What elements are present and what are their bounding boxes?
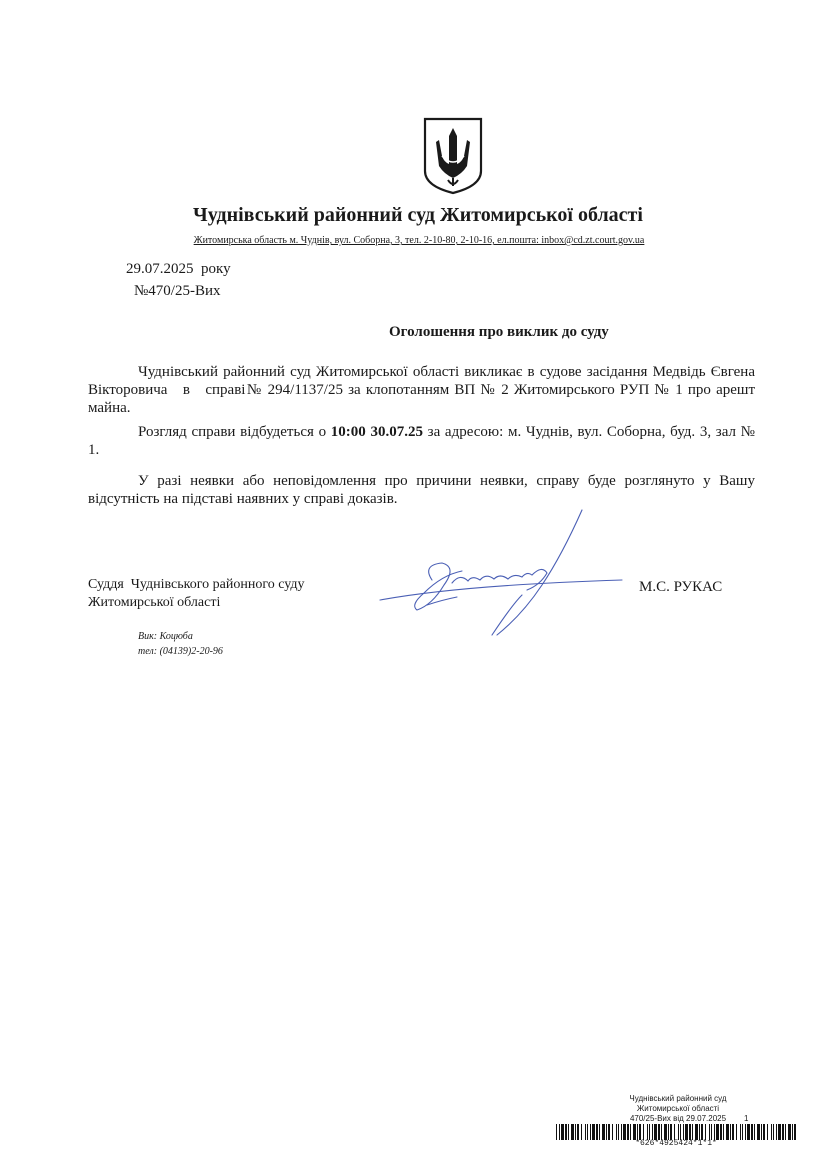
barcode-icon bbox=[556, 1124, 796, 1140]
barcode-text: *626*4925424*1*1* bbox=[635, 1139, 717, 1148]
judge-position-line1: Суддя Чуднівського районного суду bbox=[88, 577, 305, 592]
hearing-time: 10:00 30.07.25 bbox=[330, 424, 423, 440]
handwritten-signature-icon bbox=[372, 505, 632, 645]
registration-stamp bbox=[600, 1094, 756, 1124]
judge-name: М.С. РУКАС bbox=[639, 579, 723, 595]
paragraph-hearing bbox=[88, 423, 759, 459]
hearing-text-start: Розгляд справи відбудеться о bbox=[138, 424, 331, 440]
document-date: 29.07.2025 року bbox=[126, 261, 231, 277]
registration-court: Чуднівський районний суд bbox=[629, 1094, 727, 1103]
executor-info bbox=[138, 629, 223, 659]
document-title: Оголошення про виклик до суду bbox=[389, 324, 609, 340]
judge-position-line2: Житомирської області bbox=[88, 595, 221, 610]
registration-number: 470/25-Вих від 29.07.2025 bbox=[629, 1114, 727, 1123]
judge-position bbox=[88, 576, 304, 612]
executor-name: Вик: Коцюба bbox=[138, 631, 193, 642]
executor-phone: тел: (04139)2-20-96 bbox=[138, 646, 223, 657]
registration-page-number: 1 bbox=[744, 1114, 749, 1123]
hearing-text-end: за адресою: м. Чуднів, вул. Соборна, буд. 3, зал № 1. bbox=[88, 424, 759, 458]
paragraph-summons bbox=[88, 363, 759, 417]
document-number: №470/25-Вих bbox=[134, 283, 221, 299]
paragraph-absence-text: У разі неявки або неповідомлення про причини неявки, справу буде розглянуто у Вашу відсутність на підставі наявних у справі доказів. bbox=[88, 473, 755, 507]
coat-of-arms-icon bbox=[422, 116, 484, 196]
registration-region: Житомирської області bbox=[636, 1104, 720, 1113]
court-name: Чуднівський районний суд Житомирської області bbox=[193, 204, 643, 226]
court-address: Житомирська область м. Чуднів, вул. Соборна, 3, тел. 2-10-80, 2-10-16, ел.пошта: inbox@cd.zt.court.gov.ua bbox=[193, 235, 645, 246]
paragraph-absence bbox=[88, 472, 755, 508]
paragraph-summons-text: Чуднівський районний суд Житомирської області викликає в судове засідання Медвідь Євгена Вікторовича в справі№ 294/1137/25 за клопотанням ВП № 2 Житомирського РУП № 1 про арешт майна. bbox=[88, 364, 759, 416]
